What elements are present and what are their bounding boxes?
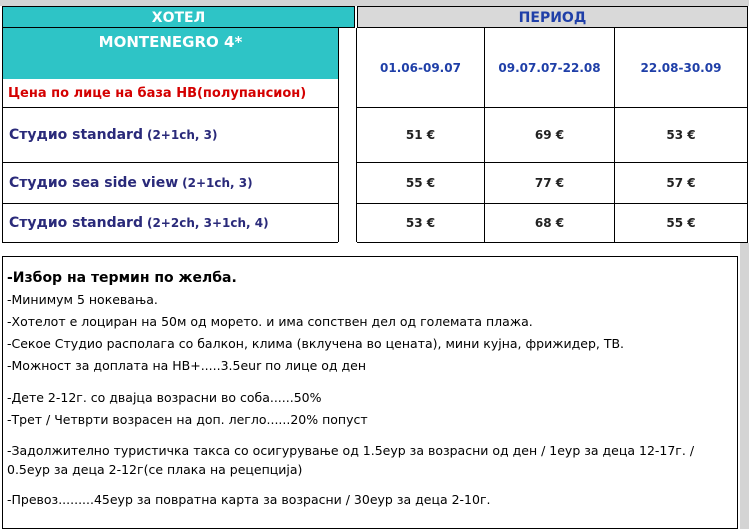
price-cell: 55 € [357, 163, 485, 204]
price-cell: 51 € [357, 108, 485, 163]
room-type: Студио [9, 215, 68, 231]
room-row-3-label [2, 204, 338, 243]
price-cell: 68 € [485, 204, 615, 243]
price-cell: 57 € [615, 163, 748, 204]
price-cell: 53 € [357, 204, 485, 243]
room-occupancy: (2+2ch, 3+1ch, 4) [146, 216, 269, 230]
note-line: -Можност за доплата на HB+.....3.5eur по лице од ден [7, 358, 367, 373]
period-2-header: 09.07.07-22.08 [485, 28, 615, 108]
room-type: Студио [9, 127, 68, 143]
room-row-2-label [2, 163, 338, 204]
note-line: -Минимум 5 нокевања. [7, 292, 158, 307]
note-spacer [7, 431, 737, 441]
note-line: -Секое Студио располага со балкон, клима (вклучена во цената), мини кујна, фрижидер, ТВ. [7, 336, 625, 351]
note-line: -Избор на термин по желба. [7, 270, 237, 286]
period-column-header: ПЕРИОД [357, 6, 748, 28]
notes-box [2, 256, 738, 529]
right-frame-bar [740, 243, 749, 529]
note-spacer [7, 377, 737, 387]
spacer-column [338, 28, 357, 242]
period-1-header: 01.06-09.07 [357, 28, 485, 108]
note-line: -Дете 2-12г. со двајца возрасни во соба......50% [7, 390, 322, 405]
note-line: -Задолжително туристичка такса со осигурување од 1.5еур за возрасни од ден / 1еур за деца 12-17г. / 0.5еур за деца 2-12г(се плака на рецепција) [7, 443, 695, 477]
note-spacer [7, 479, 737, 489]
note-line: -Трет / Четврти возрасен на доп. легло......20% попуст [7, 412, 368, 427]
price-cell: 53 € [615, 108, 748, 163]
room-row-1-label [2, 108, 338, 163]
hotel-column-header: ХОТЕЛ [2, 6, 355, 28]
period-3-header: 22.08-30.09 [615, 28, 748, 108]
price-cell: 77 € [485, 163, 615, 204]
room-variant: standard [72, 127, 143, 143]
room-variant: standard [72, 215, 143, 231]
room-variant: sea side view [72, 175, 179, 191]
price-cell: 55 € [615, 204, 748, 243]
room-occupancy: (2+1ch, 3) [146, 128, 218, 142]
price-cell: 69 € [485, 108, 615, 163]
price-basis-label: Цена по лице на база HB(полупансион) [2, 79, 338, 108]
room-occupancy: (2+1ch, 3) [182, 176, 253, 190]
note-line: -Хотелот е лоциран на 50м од морето. и има сопствен дел од големата плажа. [7, 314, 533, 329]
hotel-name: MONTENEGRO 4* [2, 28, 338, 79]
note-line: -Превоз.........45еур за повратна карта за возрасни / 30еур за деца 2-10г. [7, 492, 491, 507]
room-type: Студио [9, 175, 68, 191]
